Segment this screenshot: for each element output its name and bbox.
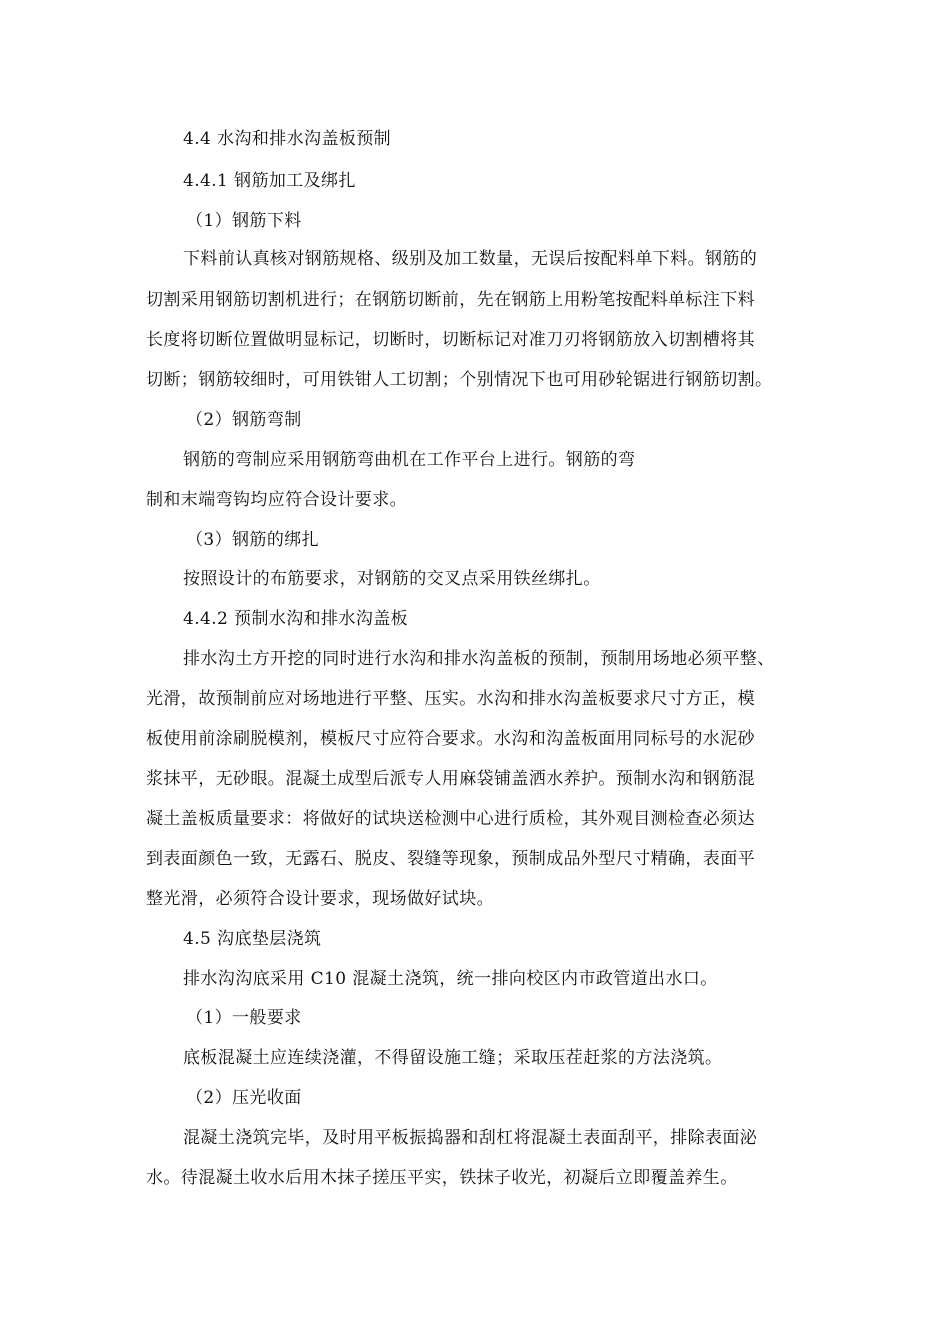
paragraph-line: 按照设计的布筋要求，对钢筋的交叉点采用铁丝绑扎。 xyxy=(183,569,601,589)
paragraph-line: 到表面颜色一致，无露石、脱皮、裂缝等现象，预制成品外型尺寸精确，表面平 xyxy=(146,849,755,869)
subheading-rebar-cutting: （1）钢筋下料 xyxy=(186,211,302,231)
paragraph-line: 制和末端弯钩均应符合设计要求。 xyxy=(146,490,407,510)
paragraph-line: 切断；钢筋较细时，可用铁钳人工切割；个别情况下也可用砂轮锯进行钢筋切割。 xyxy=(146,370,773,390)
section-heading-4-4-1: 4.4.1 钢筋加工及绑扎 xyxy=(183,171,356,191)
paragraph-line: 排水沟土方开挖的同时进行水沟和排水沟盖板的预制，预制用场地必须平整、 xyxy=(183,649,775,669)
section-heading-4-4-2: 4.4.2 预制水沟和排水沟盖板 xyxy=(183,609,409,629)
paragraph-line: 凝土盖板质量要求：将做好的试块送检测中心进行质检，其外观目测检查必须达 xyxy=(146,809,755,829)
paragraph-line: 钢筋的弯制应采用钢筋弯曲机在工作平台上进行。钢筋的弯 xyxy=(183,450,636,470)
paragraph-line: 下料前认真核对钢筋规格、级别及加工数量，无误后按配料单下料。钢筋的 xyxy=(183,249,758,269)
paragraph-line: 水。待混凝土收水后用木抹子搓压平实，铁抹子收光，初凝后立即覆盖养生。 xyxy=(146,1168,738,1188)
paragraph-line: 光滑，故预制前应对场地进行平整、压实。水沟和排水沟盖板要求尺寸方正，模 xyxy=(146,689,755,709)
section-heading-4-4: 4.4 水沟和排水沟盖板预制 xyxy=(183,129,392,149)
subheading-rebar-bending: （2）钢筋弯制 xyxy=(186,410,302,430)
subheading-rebar-tying: （3）钢筋的绑扎 xyxy=(186,530,320,550)
paragraph-line: 切割采用钢筋切割机进行；在钢筋切断前，先在钢筋上用粉笔按配料单标注下料 xyxy=(146,290,755,310)
subheading-general-requirements: （1）一般要求 xyxy=(186,1008,302,1028)
paragraph-line: 排水沟沟底采用 C10 混凝土浇筑，统一排向校区内市政管道出水口。 xyxy=(183,969,718,989)
section-heading-4-5: 4.5 沟底垫层浇筑 xyxy=(183,929,322,949)
paragraph-line: 混凝土浇筑完毕，及时用平板振捣器和刮杠将混凝土表面刮平，排除表面泌 xyxy=(183,1128,758,1148)
paragraph-line: 整光滑，必须符合设计要求，现场做好试块。 xyxy=(146,889,494,909)
paragraph-line: 板使用前涂刷脱模剂，模板尺寸应符合要求。水沟和沟盖板面用同标号的水泥砂 xyxy=(146,729,755,749)
paragraph-line: 长度将切断位置做明显标记，切断时，切断标记对准刀刃将钢筋放入切割槽将其 xyxy=(146,330,755,350)
subheading-troweling: （2）压光收面 xyxy=(186,1088,302,1108)
paragraph-line: 底板混凝土应连续浇灌，不得留设施工缝；采取压茬赶浆的方法浇筑。 xyxy=(183,1048,723,1068)
paragraph-line: 浆抹平，无砂眼。混凝土成型后派专人用麻袋铺盖洒水养护。预制水沟和钢筋混 xyxy=(146,769,755,789)
